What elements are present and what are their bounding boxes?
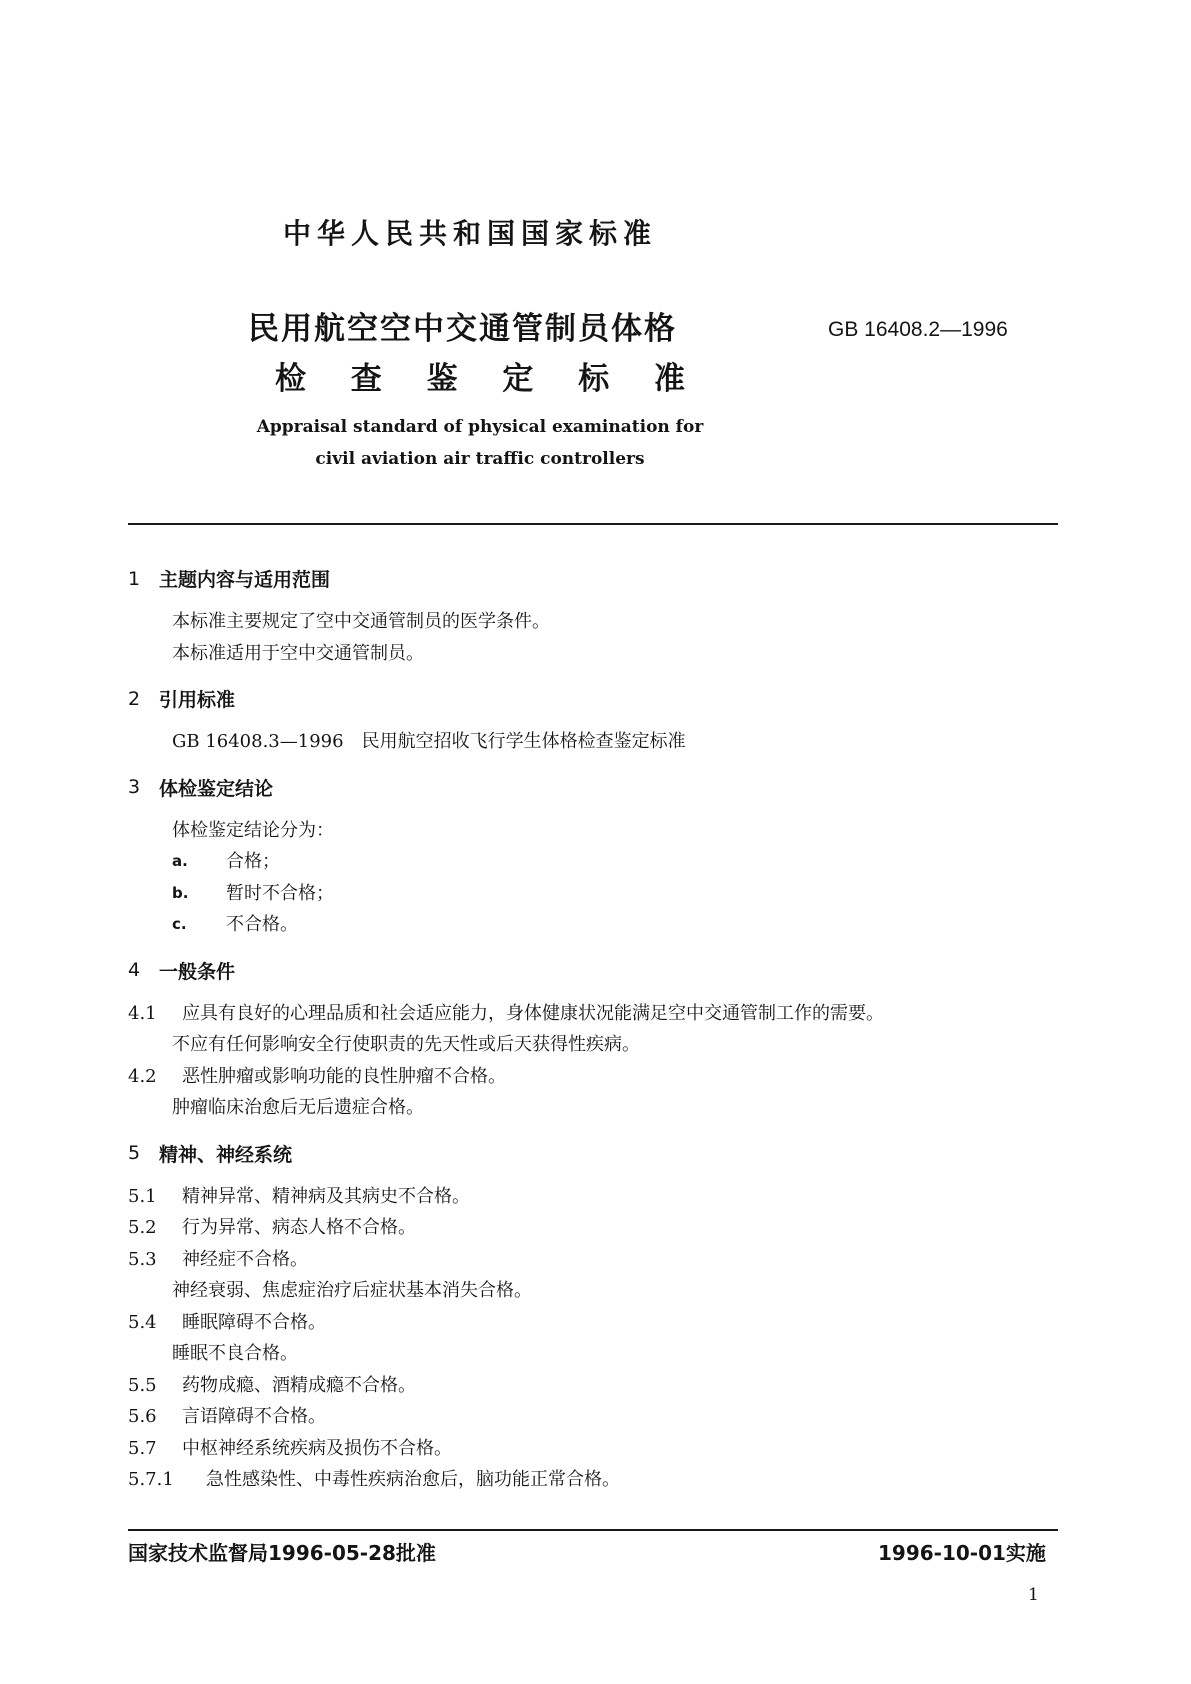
paragraph-line: 本标准适用于空中交通管制员。 xyxy=(172,642,424,664)
title-char: 鉴 xyxy=(426,361,458,397)
document-title-line-2 xyxy=(275,353,685,398)
title-char: 准 xyxy=(653,361,685,397)
approval-date: 国家技术监督局1996-05-28批准 xyxy=(128,1541,436,1565)
standard-number: GB 16408.2—1996 xyxy=(828,318,1008,341)
section-heading-5: 5 精神、神经系统 xyxy=(128,1142,293,1166)
document-title-line-1: 民用航空空中交通管制员体格 xyxy=(248,311,677,347)
clause: 5.6 言语障碍不合格。 xyxy=(128,1406,326,1427)
footer-divider xyxy=(128,1529,1058,1531)
clause-continuation: 神经衰弱、焦虑症治疗后症状基本消失合格。 xyxy=(172,1280,532,1301)
clause-continuation: 肿瘤临床治愈后无后遗症合格。 xyxy=(172,1097,424,1118)
title-char: 定 xyxy=(502,361,534,397)
clause: 4.2 恶性肿瘤或影响功能的良性肿瘤不合格。 xyxy=(128,1065,506,1087)
document-body xyxy=(128,555,1058,1496)
english-title-line-1: Appraisal standard of physical examination for xyxy=(256,417,704,437)
clause-continuation: 不应有任何影响安全行使职责的先天性或后天获得性疾病。 xyxy=(172,1034,640,1055)
clause: 5.2 行为异常、病态人格不合格。 xyxy=(128,1217,416,1238)
clause: 5.3 神经症不合格。 xyxy=(128,1248,308,1270)
title-char: 标 xyxy=(578,361,610,397)
clause-continuation: 睡眠不良合格。 xyxy=(172,1343,298,1364)
reference-standard: GB 16408.3—1996 民用航空招收飞行学生体格检查鉴定标准 xyxy=(172,731,686,752)
section-heading-1: 1 主题内容与适用范围 xyxy=(128,567,331,591)
section-heading-4: 4 一般条件 xyxy=(128,959,236,983)
section-heading-3: 3 体检鉴定结论 xyxy=(128,776,274,800)
clause: 5.7 中枢神经系统疾病及损伤不合格。 xyxy=(128,1437,452,1459)
section-heading-2: 2 引用标准 xyxy=(128,687,236,711)
header-divider xyxy=(128,523,1058,525)
english-title-line-2: civil aviation air traffic controllers xyxy=(315,449,645,469)
list-item: a. 合格； xyxy=(172,851,280,872)
page-number: 1 xyxy=(1028,1585,1039,1605)
clause: 5.1 精神异常、精神病及其病史不合格。 xyxy=(128,1185,470,1207)
list-item: b. 暂时不合格； xyxy=(172,882,334,904)
implementation-date: 1996-10-01实施 xyxy=(878,1541,1046,1565)
paragraph-line: 体检鉴定结论分为： xyxy=(172,819,334,841)
clause: 5.5 药物成瘾、酒精成瘾不合格。 xyxy=(128,1374,416,1396)
title-char: 查 xyxy=(350,361,382,397)
list-item: c. 不合格。 xyxy=(172,914,298,935)
national-standard-heading: 中华人民共和国国家标准 xyxy=(282,217,657,250)
title-char: 检 xyxy=(275,361,306,397)
clause: 5.4 睡眠障碍不合格。 xyxy=(128,1311,326,1333)
clause: 5.7.1 急性感染性、中毒性疾病治愈后，脑功能正常合格。 xyxy=(128,1469,620,1490)
english-title xyxy=(0,411,960,475)
clause: 4.1 应具有良好的心理品质和社会适应能力，身体健康状况能满足空中交通管制工作的需要。 xyxy=(128,1002,884,1024)
paragraph-line: 本标准主要规定了空中交通管制员的医学条件。 xyxy=(172,611,550,632)
